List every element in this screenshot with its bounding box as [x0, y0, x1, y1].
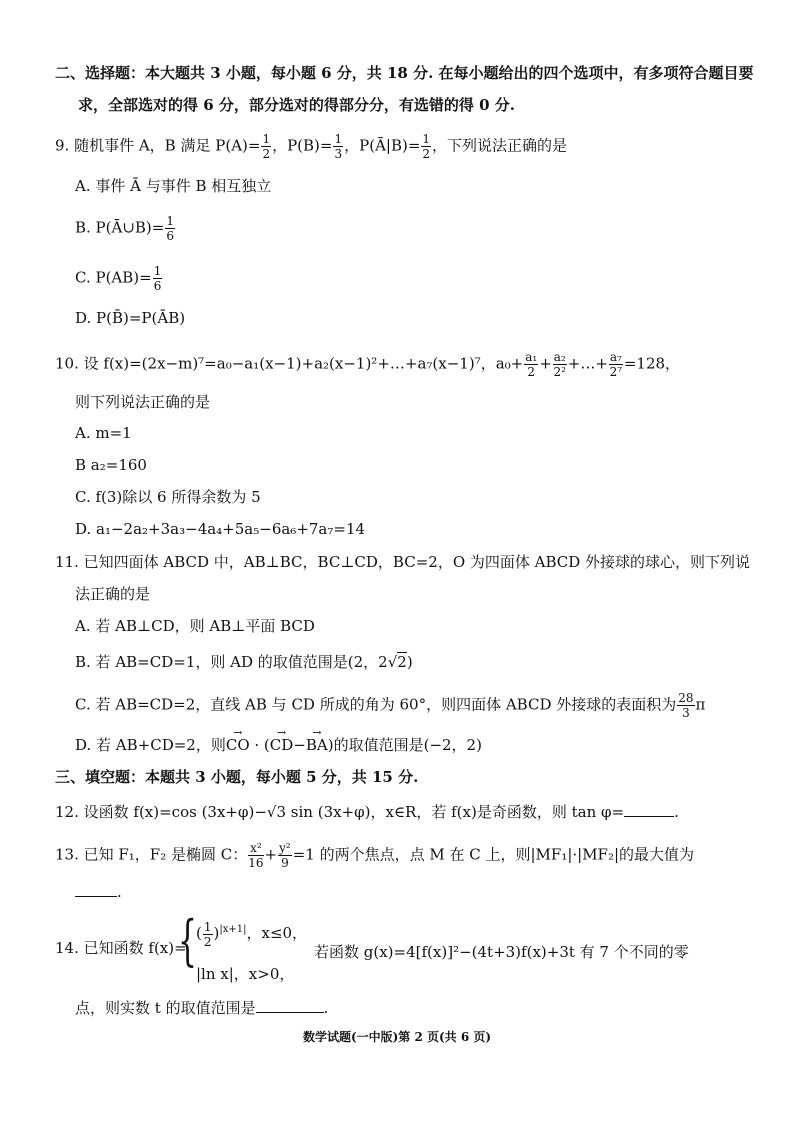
q9-option-a: A. 事件 Ā 与事件 B 相互独立 [75, 177, 272, 195]
q14-line2: 点，则实数 t 的取值范围是 . [75, 999, 329, 1017]
q9-option-b-fraction: $\frac{1}{6}$ [166, 214, 174, 243]
q9-third-fraction: $\frac{1}{3}$ [334, 132, 343, 161]
question-12: 12. 设函数 f(x)=cos (3x+φ)−√3 sin (3x+φ)，x∈R，若 f(x)是奇函数，则 tan φ= . [55, 803, 679, 821]
q9-option-d: D. P(B̄)=P(ĀB) [75, 309, 186, 327]
q11-option-c-fraction: $\frac{28}{3}$ [678, 691, 694, 720]
q14-case-1: ( $\frac{1}{2}$ )$^{|x+1|}$，x≤0， [196, 919, 308, 949]
vector-co: → CO [226, 735, 250, 755]
q14-answer-blank [256, 998, 324, 1013]
q11-option-b: B. 若 AB=CD=1，则 AD 的取值范围是(2，2√2) [75, 653, 413, 671]
q14-case-2: |ln x|，x>0， [196, 965, 295, 983]
q14-condition: 若函数 g(x)=4[f(x)]²−(4t+3)f(x)+3t 有 7 个不同的零 [314, 943, 689, 961]
q10-option-d: D. a₁−2a₂+3a₃−4a₄+5a₅−6a₆+7a₇=14 [75, 520, 366, 538]
q10-frac-a7: $\frac{\text{a₇}}{\text{2⁷}}$ [609, 350, 623, 379]
q9-half-fraction-2: $\frac{1}{2}$ [422, 132, 431, 161]
question-11-line1: 11. 已知四面体 ABCD 中，AB⊥BC，BC⊥CD，BC=2，O 为四面体 ABCD 外接球的球心，则下列说 [55, 553, 751, 571]
q10-option-c: C. f(3)除以 6 所得余数为 5 [75, 488, 261, 506]
section2-heading-line1: 二、选择题：本大题共 3 小题，每小题 6 分，共 18 分. 在每小题给出的四个选项中，有多项符合题目要 [55, 64, 754, 82]
piecewise-brace: { [178, 909, 197, 972]
q13-line2: . [75, 882, 122, 902]
q10-line2: 则下列说法正确的是 [75, 393, 211, 411]
question-9 [55, 133, 567, 160]
q10-option-a: A. m=1 [75, 424, 132, 442]
q14-case1-exponent: |x+1| [219, 924, 247, 935]
q9-pab: ，P(Ā|B)= [344, 136, 421, 155]
q13-frac-y: $\frac{\text{y²}}{9}$ [279, 841, 291, 870]
question-11-line2: 法正确的是 [75, 585, 151, 603]
question-10: 10. 设 f(x)=(2x−m)⁷=a₀−a₁(x−1)+a₂(x−1)²+…+a₇(x−1)⁷，a₀+ $\frac{\text{a₁}}{2}$ + $\frac{\text{a₂}}{\text{2²}}$ +…+ $\frac{\text{a₇}}{\text{2⁷}}$ =128， [55, 350, 681, 379]
question-14-label: 14. 已知函数 f(x)= [55, 939, 187, 957]
q9-option-c: C. P(AB)= $\frac{1}{6}$ [75, 264, 162, 293]
q9-pa: P(A)= [215, 136, 261, 155]
q9-half-fraction: $\frac{1}{2}$ [262, 132, 271, 161]
vector-cd: → CD [270, 735, 294, 755]
q11-option-a: A. 若 AB⊥CD，则 AB⊥平面 BCD [75, 617, 315, 635]
q9-option-b: B. P(Ā∪B)= $\frac{1}{6}$ [75, 214, 174, 243]
question-13: 13. 已知 F₁，F₂ 是椭圆 C： $\frac{\text{x²}}{16}$ + $\frac{\text{y²}}{9}$ =1 的两个焦点，点 M 在 C 上，则|MF₁|·|MF₂|的最大值为 [55, 841, 695, 870]
q13-answer-blank [75, 882, 117, 897]
section2-heading-line2: 求，全部选对的得 6 分，部分选对的得部分分，有选错的得 0 分. [78, 96, 515, 114]
q11-sqrt-radicand: 2 [397, 653, 407, 671]
q9-suffix: ，下列说法正确的是 [432, 136, 568, 155]
q9-prefix: 9. 随机事件 A，B 满足 [55, 136, 216, 155]
q13-frac-x: $\frac{\text{x²}}{16}$ [248, 841, 264, 870]
q11-option-d: D. 若 AB+CD=2，则→ CO · (→ CD−→ BA)的取值范围是(−2，2) [75, 735, 482, 755]
q11-option-c: C. 若 AB=CD=2，直线 AB 与 CD 所成的角为 60°，则四面体 ABCD 外接球的表面积为 $\frac{28}{3}$ π [75, 691, 706, 720]
q9-pb: ，P(B)= [272, 136, 333, 155]
vector-ba: → BA [306, 735, 328, 755]
q10-frac-a2: $\frac{\text{a₂}}{\text{2²}}$ [553, 350, 566, 379]
q9-option-c-fraction: $\frac{1}{6}$ [153, 264, 162, 293]
q12-answer-blank [624, 802, 674, 817]
q10-option-b: B a₂=160 [75, 456, 147, 474]
page-footer: 数学试题(一中版)第 2 页(共 6 页) [302, 1030, 492, 1044]
q10-frac-a1: $\frac{\text{a₁}}{2}$ [525, 350, 538, 379]
q14-case1-fraction: $\frac{1}{2}$ [203, 919, 212, 949]
section3-heading: 三、填空题：本题共 3 小题，每小题 5 分，共 15 分. [55, 768, 419, 786]
